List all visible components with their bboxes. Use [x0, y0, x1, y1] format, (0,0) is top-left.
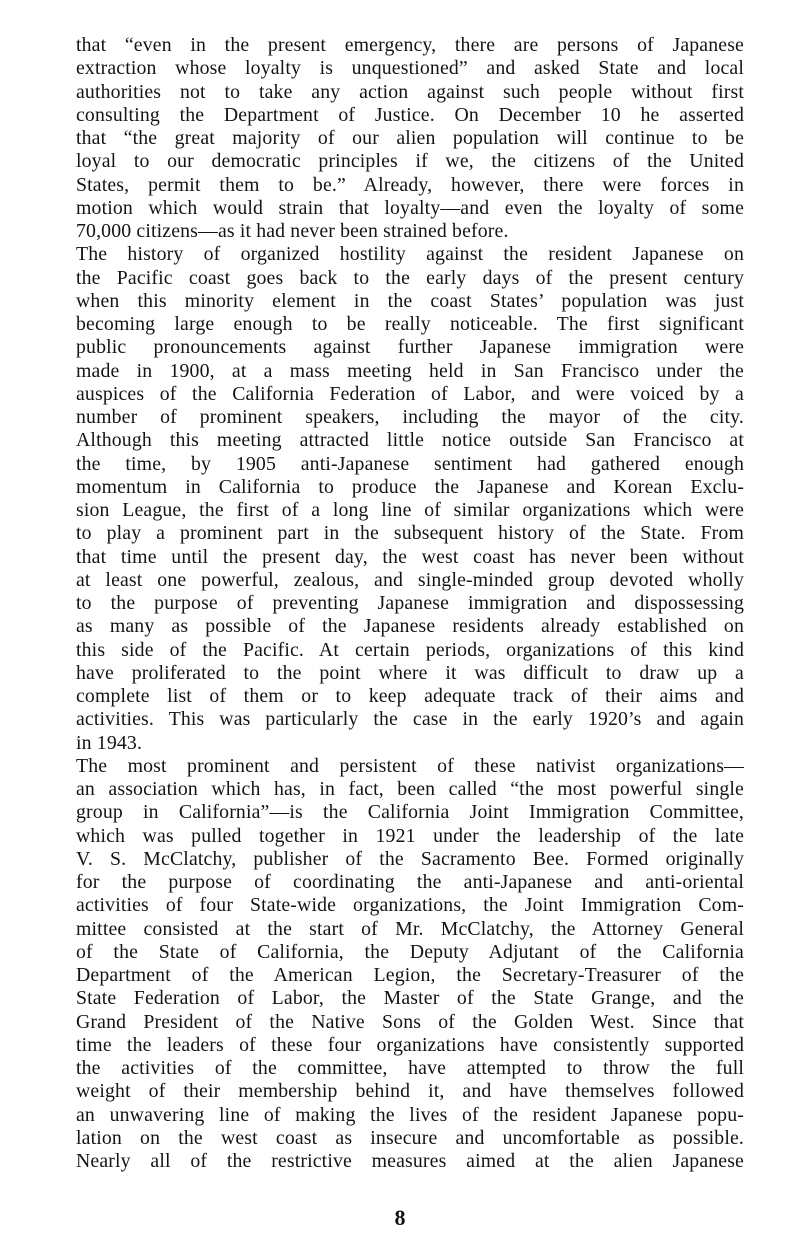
text-line: Department of the American Legion, the Secretary-Treasurer of the — [76, 964, 744, 986]
text-line: time the leaders of these four organizations have consistently supported — [76, 1033, 744, 1056]
text-line: momentum in California to produce the Japanese and Korean Exclu- — [76, 475, 744, 498]
text-line: Nearly all of the restrictive measures aimed at the alien Japanese — [76, 1150, 744, 1172]
text-line: becoming large enough to be really noticeable. The first significant — [76, 313, 744, 335]
text-line: authorities not to take any action against such people without first — [76, 80, 744, 103]
text-line: weight of their membership behind it, and have themselves followed — [76, 1080, 744, 1103]
text-line: Although this meeting attracted little notice outside San Francisco at — [76, 429, 744, 452]
text-line: at least one powerful, zealous, and single-minded group devoted wholly — [76, 568, 744, 591]
text-line: for the purpose of coordinating the anti-Japanese and anti-oriental — [76, 871, 744, 893]
text-line: motion which would strain that loyalty—and even the loyalty of some — [76, 196, 744, 219]
text-line: The history of organized hostility against the resident Japanese on — [76, 243, 744, 266]
text-line: the activities of the committee, have attempted to throw the full — [76, 1057, 744, 1079]
text-line: V. S. McClatchy, publisher of the Sacramento Bee. Formed originally — [76, 847, 744, 870]
page-number: 8 — [394, 1205, 406, 1230]
text-line: that “the great majority of our alien population will continue to be — [76, 127, 744, 149]
text-line: loyal to our democratic principles if we, the citizens of the United — [76, 150, 744, 173]
text-line: The most prominent and persistent of these nativist organizations— — [76, 754, 744, 777]
text-line: State Federation of Labor, the Master of the State Grange, and the — [76, 987, 744, 1010]
text-line: that time until the present day, the west coast has never been without — [76, 545, 744, 568]
text-line: 70,000 citizens—as it had never been strained before. — [76, 220, 509, 242]
text-line: that “even in the present emergency, there are persons of Japanese — [76, 34, 744, 56]
text-line: number of prominent speakers, including the mayor of the city. — [76, 406, 744, 428]
text-line: group in California”—is the California Joint Immigration Committee, — [76, 801, 744, 824]
text-line: of the State of California, the Deputy Adjutant of the California — [76, 940, 744, 963]
text-line: an association which has, in fact, been called “the most powerful single — [76, 778, 744, 800]
text-line: activities. This was particularly the case in the early 1920’s and again — [76, 708, 744, 731]
text-line: to the purpose of preventing Japanese immigration and dispossessing — [76, 592, 744, 614]
text-line: States, permit them to be.” Already, however, there were forces in — [76, 173, 744, 196]
text-line: Grand President of the Native Sons of the Golden West. Since that — [76, 1010, 744, 1033]
body-text — [76, 34, 744, 1173]
text-line: the time, by 1905 anti-Japanese sentiment had gathered enough — [76, 452, 744, 475]
text-line: extraction whose loyalty is unquestioned” and asked State and local — [76, 57, 744, 80]
text-line: consulting the Department of Justice. On December 10 he asserted — [76, 103, 744, 126]
text-line: when this minority element in the coast States’ population was just — [76, 289, 744, 312]
text-line: the Pacific coast goes back to the early days of the present century — [76, 266, 744, 289]
text-line: lation on the west coast as insecure and uncomfortable as possible. — [76, 1126, 744, 1149]
text-line: to play a prominent part in the subsequent history of the State. From — [76, 522, 744, 545]
text-line: mittee consisted at the start of Mr. McClatchy, the Attorney General — [76, 917, 744, 940]
text-line: public pronouncements against further Japanese immigration were — [76, 336, 744, 359]
text-line: auspices of the California Federation of Labor, and were voiced by a — [76, 382, 744, 405]
text-line: an unwavering line of making the lives of the resident Japanese popu- — [76, 1103, 744, 1126]
text-line: have proliferated to the point where it was difficult to draw up a — [76, 661, 744, 684]
text-line: made in 1900, at a mass meeting held in San Francisco under the — [76, 359, 744, 382]
text-line: this side of the Pacific. At certain periods, organizations of this kind — [76, 638, 744, 661]
text-line: in 1943. — [76, 731, 143, 754]
text-line: activities of four State-wide organizations, the Joint Immigration Com- — [76, 894, 744, 917]
text-line: complete list of them or to keep adequate track of their aims and — [76, 685, 744, 707]
text-line: sion League, the first of a long line of similar organizations which were — [76, 499, 744, 521]
text-line: as many as possible of the Japanese residents already established on — [76, 615, 744, 638]
text-line: which was pulled together in 1921 under the leadership of the late — [76, 824, 744, 847]
